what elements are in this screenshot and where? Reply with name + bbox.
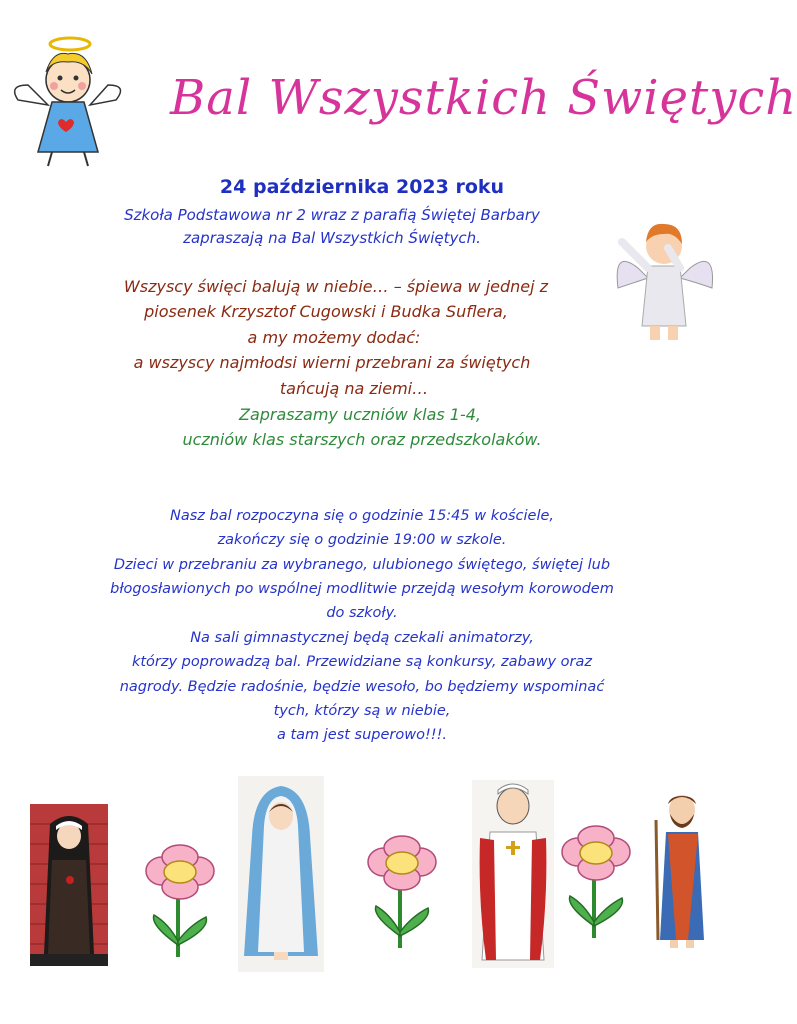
details-line: którzy poprowadzą bal. Przewidziane są konkursy, zabawy oraz [131, 654, 593, 670]
pope-saint-icon [472, 780, 554, 968]
intro-line: zapraszają na Bal Wszystkich Świętych. [183, 229, 481, 247]
details-line: a tam jest superowo!!!. [276, 727, 448, 743]
apostle-saint-icon [646, 790, 716, 950]
pink-flower-icon [140, 845, 220, 965]
angel-cartoon-icon [8, 30, 128, 170]
event-date: 24 października 2023 roku [219, 176, 505, 198]
virgin-mary-icon [238, 776, 324, 972]
intro-line: Szkoła Podstawowa nr 2 wraz z parafią Świętej Barbary [124, 206, 540, 224]
pink-flower-icon [556, 826, 636, 946]
pink-flower-icon [362, 836, 442, 956]
nun-saint-icon [30, 804, 108, 966]
details-line: Nasz bal rozpoczyna się o godzinie 15:45 w kościele, [169, 508, 555, 524]
page-title: Bal Wszystkich Świętych [170, 70, 797, 126]
details-line: nagrody. Będzie radośnie, będzie wesoło, bo będziemy wspominać [119, 679, 605, 695]
details-line: tych, którzy są w niebie, [273, 703, 451, 719]
details-line: błogosławionych po wspólnej modlitwie przejdą wesołym korowodem [110, 581, 614, 597]
quote-line: a wszyscy najmłodsi wierni przebrani za świętych [133, 353, 531, 372]
details-line: Na sali gimnastycznej będą czekali animatorzy, [190, 630, 534, 646]
invite-line: Zapraszamy uczniów klas 1-4, [238, 405, 482, 424]
quote-line: a my możemy dodać: [247, 328, 421, 347]
invite-line: uczniów klas starszych oraz przedszkolaków. [182, 430, 542, 449]
details-line: zakończy się o godzinie 19:00 w szkole. [217, 532, 507, 548]
quote-line: Wszyscy święci balują w niebie… – śpiewa w jednej z [123, 277, 549, 296]
quote-line: tańcują na ziemi… [279, 379, 429, 398]
details-line: do szkoły. [326, 605, 398, 621]
quote-line: piosenek Krzysztof Cugowski i Budka Suflera, [144, 302, 508, 321]
details-line: Dzieci w przebraniu za wybranego, ulubionego świętego, świętej lub [113, 557, 611, 573]
